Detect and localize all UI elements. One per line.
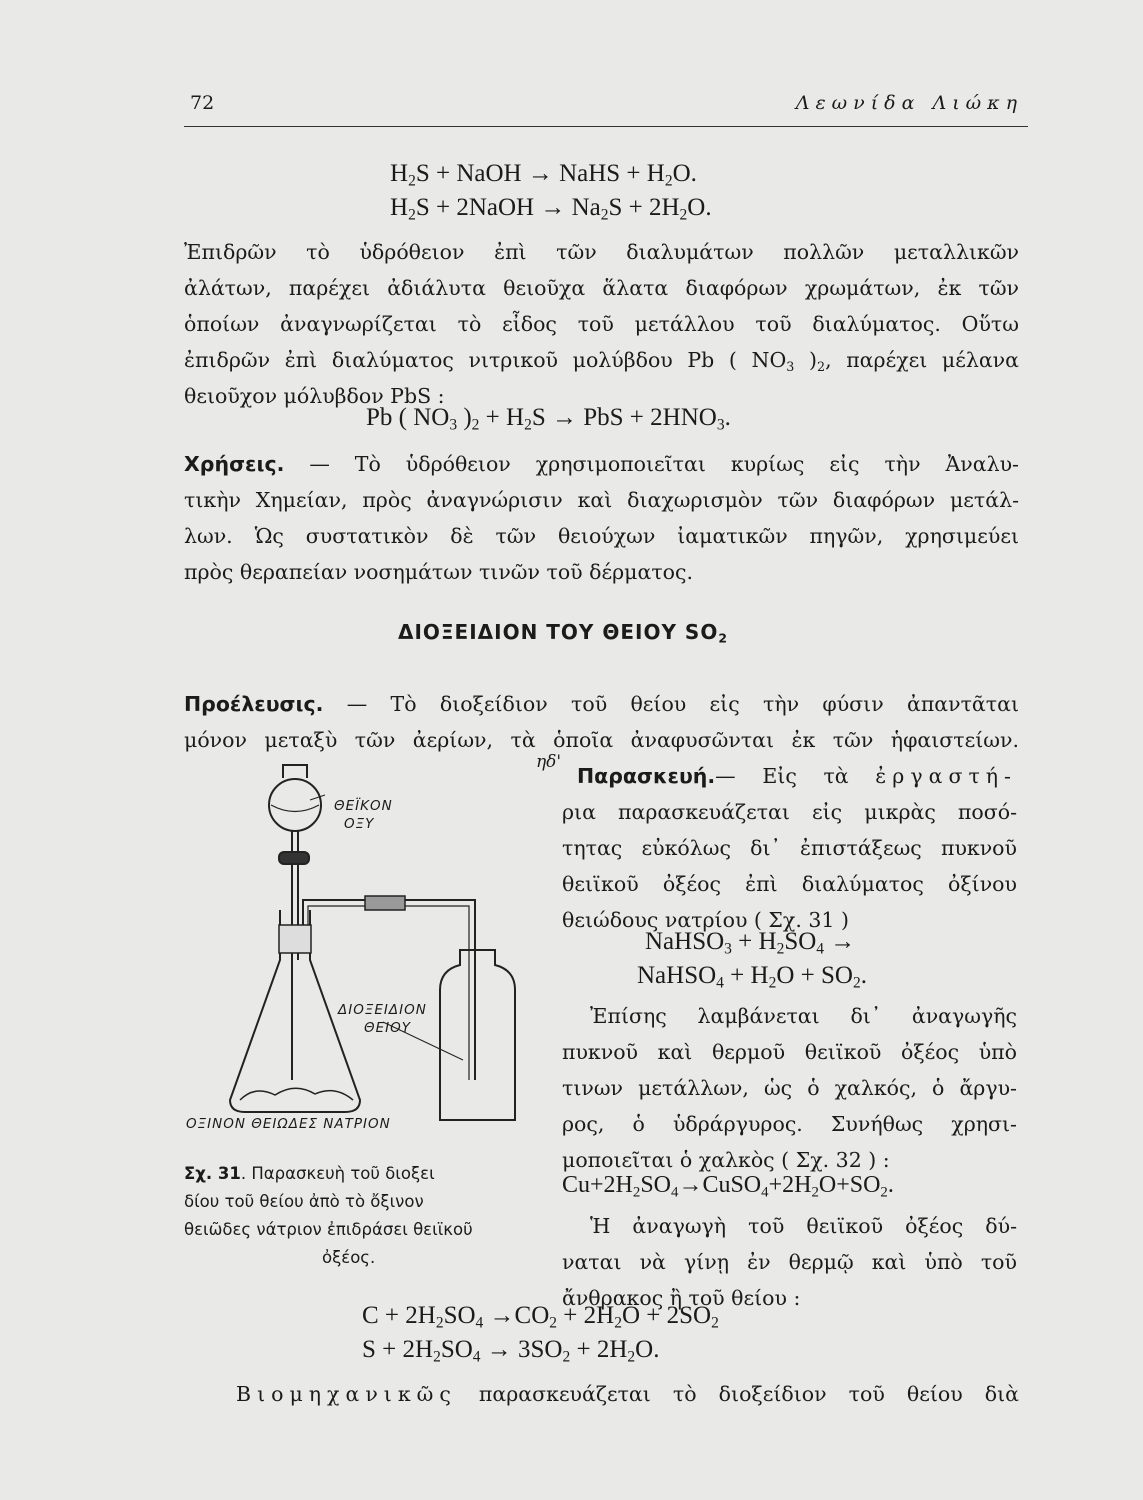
page-number: 72 bbox=[190, 92, 215, 114]
text-line: ρια παρασκευάζεται εἰς μικρὰς ποσό- bbox=[562, 800, 1017, 824]
equation-h2s-naoh: $H_2S$ + NaOH → NaHS + $H_2O$. bbox=[390, 160, 697, 190]
stopcock bbox=[279, 852, 309, 864]
origin-line: Προέλευσις. — Τὸ διοξείδιον τοῦ θείου εἰς τὴν φύσιν ἀπαντᾶται bbox=[184, 692, 1019, 716]
prep-title: Παρασκευή. bbox=[577, 764, 716, 788]
text-line: τικὴν Χημείαν, πρὸς ἀναγνώρισιν καὶ διαχωρισμὸν τῶν διαφόρων μετάλ- bbox=[184, 488, 1019, 512]
section-heading: ΔΙΟΞΕΙΔΙΟΝ ΤΟΥ ΘΕΙΟΥ $SO_2$ bbox=[398, 620, 728, 646]
label-acid-2: ΟΞΥ bbox=[344, 816, 375, 832]
figure-caption-line: ὀξέος. bbox=[322, 1248, 376, 1267]
dropping-funnel bbox=[269, 779, 321, 831]
gas-bottle bbox=[440, 950, 515, 1120]
equation-carbon: $C + 2H_2SO_4 \to CO_2 + 2H_2O + 2SO_2$ bbox=[362, 1302, 719, 1332]
prep-line: Παρασκευή.— Εἰς τὰ ἐργαστή- bbox=[577, 764, 1017, 788]
text-line: πυκνοῦ καὶ θερμοῦ θειϊκοῦ ὀξέος ὑπὸ bbox=[562, 1040, 1017, 1064]
text-line: ἄνθρακος ἢ τοῦ θείου : bbox=[562, 1286, 801, 1310]
uses-title: Χρήσεις. bbox=[184, 452, 285, 476]
equation-nahso3: NaHSO$_3$ + $H_2SO_4$ → bbox=[645, 928, 856, 958]
equation-lead-nitrate: Pb ( $NO_3$ )$_2 + H_2S$ → PbS + $2HNO_3$. bbox=[366, 404, 731, 434]
text-line: ἀλάτων, παρέχει ἀδιάλυτα θειοῦχα ἅλατα διαφόρων χρωμάτων, ἐκ τῶν bbox=[184, 276, 1019, 300]
text-line: τητας εὐκόλως δι᾽ ἐπιστάξεως πυκνοῦ bbox=[562, 836, 1017, 860]
text-line: θειώδους νατρίου ( Σχ. 31 ) bbox=[562, 908, 849, 932]
text-line: ὁποίων ἀναγνωρίζεται τὸ εἶδος τοῦ μετάλλου τοῦ διαλύματος. Οὕτω bbox=[184, 312, 1019, 336]
text-line: μοποιεῖται ὁ χαλκὸς ( Σχ. 32 ) : bbox=[562, 1148, 890, 1172]
figure-caption: Σχ. 31. Παρασκευὴ τοῦ διοξει bbox=[184, 1164, 435, 1183]
text-line: μόνον μεταξὺ τῶν ἀερίων, τὰ ὁποῖα ἀναφυσῶνται ἐκ τῶν ἡφαιστείων. bbox=[184, 728, 1019, 752]
text-line: πρὸς θεραπείαν νοσημάτων τινῶν τοῦ δέρματος. bbox=[184, 560, 694, 584]
equation-copper: $Cu+2H_2SO_4\to CuSO_4+2H_2O+SO_2$. bbox=[562, 1172, 894, 1201]
running-title: Λεωνίδα Λιώκη bbox=[795, 92, 1023, 114]
text-line: λων. Ὡς συστατικὸν δὲ τῶν θειούχων ἰαματικῶν πηγῶν, χρησιμεύει bbox=[184, 524, 1019, 548]
equation-sulfur: $S + 2H_2SO_4 \to 3SO_2 + 2H_2O$. bbox=[362, 1336, 660, 1366]
header-rule bbox=[184, 126, 1028, 127]
label-gas: ΔΙΟΞΕΙΔΙΟΝ bbox=[338, 1002, 427, 1018]
text-line: θειϊκοῦ ὀξέος ἐπὶ διαλύματος ὀξίνου bbox=[562, 872, 1017, 896]
text-line: Ἐπιδρῶν τὸ ὑδρόθειον ἐπὶ τῶν διαλυμάτων πολλῶν μεταλλικῶν bbox=[184, 240, 1019, 264]
uses-line: Χρήσεις. — Τὸ ὑδρόθειον χρησιμοποιεῖται κυρίως εἰς τὴν Ἀναλυ- bbox=[184, 452, 1019, 476]
text-line: ρος, ὁ ὑδράργυρος. Συνήθως χρησι- bbox=[562, 1112, 1017, 1136]
text-line: τινων μετάλλων, ὡς ὁ χαλκός, ὁ ἄργυ- bbox=[562, 1076, 1017, 1100]
figure-caption-line: δίου τοῦ θείου ἀπὸ τὸ ὄξινον bbox=[184, 1192, 424, 1211]
text-line: ναται νὰ γίνῃ ἐν θερμῷ καὶ ὑπὸ τοῦ bbox=[562, 1250, 1017, 1274]
text-line-last: Βιομηχανικῶς παρασκευάζεται τὸ διοξείδιον τοῦ θείου διὰ bbox=[236, 1382, 1019, 1406]
text-line: Ἡ ἀναγωγὴ τοῦ θειϊκοῦ ὀξέος δύ- bbox=[590, 1214, 1017, 1238]
text-line: ἐπιδρῶν ἐπὶ διαλύματος νιτρικοῦ μολύβδου Pb ( $NO_3$ )$_2$, παρέχει μέλανα bbox=[184, 348, 1019, 374]
label-salt: ΟΞΙΝΟΝ ΘΕΙΩΔΕΣ ΝΑΤΡΙΟΝ bbox=[186, 1116, 391, 1132]
figure-caption-line: θειῶδες νάτριον ἐπιδράσει θειϊκοῦ bbox=[184, 1220, 473, 1239]
equation-h2s-2naoh: $H_2S$ + 2NaOH → $Na_2S + 2H_2O$. bbox=[390, 194, 712, 224]
label-gas-2: ΘΕΙΟΥ bbox=[364, 1020, 412, 1036]
text-line: θειοῦχον μόλυβδον PbS : bbox=[184, 384, 445, 408]
equation-nahso4: NaHSO$_4$ + $H_2O + SO_2$. bbox=[637, 962, 867, 992]
handwritten-note: ηδ' bbox=[536, 752, 562, 772]
origin-title: Προέλευσις. bbox=[184, 692, 324, 716]
text-line: Ἐπίσης λαμβάνεται δι᾽ ἀναγωγῆς bbox=[590, 1004, 1017, 1028]
label-acid: ΘΕΪΚΟΝ bbox=[334, 798, 393, 814]
